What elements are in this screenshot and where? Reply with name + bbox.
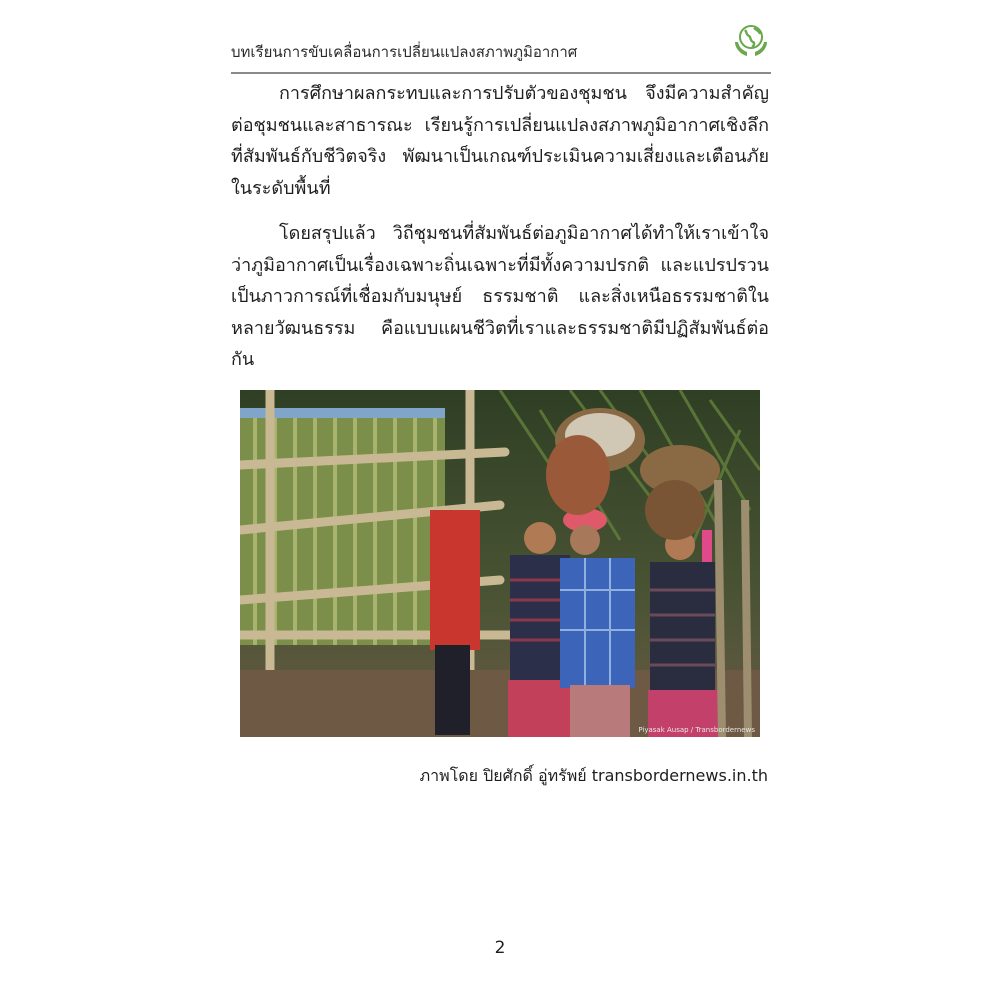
paragraph-1-text: การศึกษาผลกระทบและการปรับตัวของชุมชน จึงมีความสำคัญต่อชุมชนและสาธารณะ เรียนรู้การเปลี่ยนแปลงสภาพภูมิอากาศเชิงลึกที่สัมพันธ์กับชีวิตจริง พัฒนาเป็นเกณฑ์ประเมินความเสี่ยงและเตือนภัยในระดับพื้นที่ xyxy=(231,83,769,199)
paragraph-1 xyxy=(231,78,769,204)
page-number: 2 xyxy=(494,938,506,958)
photo-watermark: Piyasak Ausap / Transbordernews xyxy=(638,726,755,734)
community-photo xyxy=(240,390,760,737)
globe-hands-icon xyxy=(731,22,771,58)
page-header xyxy=(231,22,771,74)
photo-caption: ภาพโดย ปิยศักดิ์ อู่ทรัพย์ transbordernews.in.th xyxy=(419,766,768,785)
paragraph-2 xyxy=(231,218,769,376)
paragraph-2-text: โดยสรุปแล้ว วิถีชุมชนที่สัมพันธ์ต่อภูมิอากาศได้ทำให้เราเข้าใจว่าภูมิอากาศเป็นเรื่องเฉพาะถิ่นเฉพาะที่มีทั้งความปรกติ และแปรปรวนเป็นภาวการณ์ที่เชื่อมกับมนุษย์ ธรรมชาติ และสิ่งเหนือธรรมชาติในหลายวัฒนธรรม คือแบบแผนชีวิตที่เราและธรรมชาติมีปฏิสัมพันธ์ต่อกัน xyxy=(231,223,769,370)
header-title: บทเรียนการขับเคลื่อนการเปลี่ยนแปลงสภาพภูมิอากาศ xyxy=(231,43,578,61)
photo-illustration xyxy=(240,390,760,737)
